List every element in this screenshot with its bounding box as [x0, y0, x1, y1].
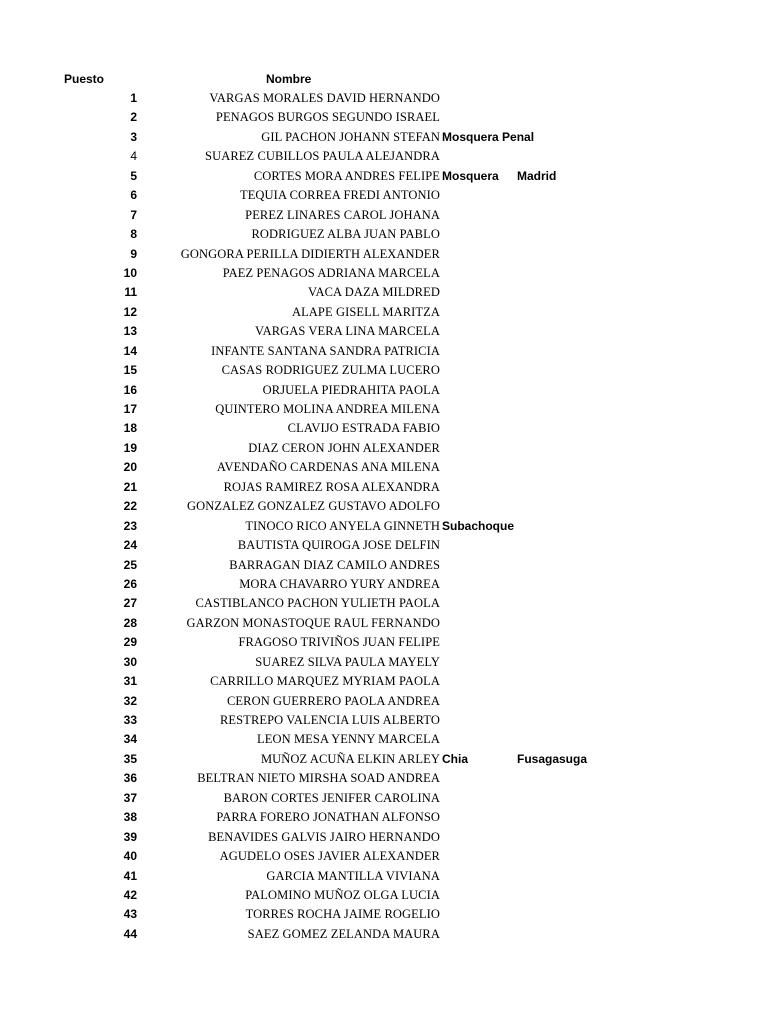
table-row	[0, 89, 768, 108]
nombre-cell: BARON CORTES JENIFER CAROLINA	[223, 790, 440, 805]
puesto-cell: 38	[123, 810, 137, 825]
puesto-cell: 6	[130, 188, 137, 203]
nombre-cell: PARRA FORERO JONATHAN ALFONSO	[216, 810, 440, 825]
table-row	[0, 303, 768, 322]
table-row	[0, 789, 768, 808]
nombre-cell: CERON GUERRERO PAOLA ANDREA	[226, 693, 440, 708]
table-row	[0, 730, 768, 749]
column-header-nombre: Nombre	[266, 72, 312, 86]
nombre-cell: RODRIGUEZ ALBA JUAN PABLO	[251, 227, 440, 242]
table-body	[0, 89, 768, 944]
table-row	[0, 419, 768, 438]
table-row	[0, 478, 768, 497]
puesto-cell: 10	[123, 265, 137, 280]
nombre-cell: CASTIBLANCO PACHON YULIETH PAOLA	[195, 596, 440, 611]
table-row	[0, 517, 768, 536]
puesto-cell: 34	[123, 732, 137, 747]
table-row	[0, 497, 768, 516]
puesto-cell: 2	[130, 110, 137, 125]
puesto-cell: 15	[123, 363, 137, 378]
puesto-cell: 11	[124, 285, 137, 300]
table-row	[0, 167, 768, 186]
table-row	[0, 322, 768, 341]
nombre-cell: SUAREZ CUBILLOS PAULA ALEJANDRA	[205, 149, 440, 164]
puesto-cell: 44	[123, 926, 137, 941]
nombre-cell: TEQUIA CORREA FREDI ANTONIO	[239, 188, 440, 203]
table-row	[0, 886, 768, 905]
nombre-cell: BARRAGAN DIAZ CAMILO ANDRES	[229, 557, 440, 572]
nombre-cell: ALAPE GISELL MARITZA	[291, 304, 440, 319]
nombre-cell: LEON MESA YENNY MARCELA	[257, 732, 440, 747]
nombre-cell: TORRES ROCHA JAIME ROGELIO	[245, 907, 440, 922]
nombre-cell: VARGAS MORALES DAVID HERNANDO	[209, 91, 440, 105]
puesto-cell: 25	[123, 557, 137, 572]
puesto-cell: 26	[123, 576, 137, 591]
nombre-cell: CLAVIJO ESTRADA FABIO	[287, 421, 440, 436]
table-row	[0, 108, 768, 127]
puesto-cell: 21	[123, 479, 137, 494]
table-row	[0, 245, 768, 264]
nombre-cell: FRAGOSO TRIVIÑOS JUAN FELIPE	[238, 635, 440, 650]
table-row	[0, 653, 768, 672]
puesto-cell: 5	[130, 168, 137, 183]
nombre-cell: MUÑOZ ACUÑA ELKIN ARLEY	[260, 751, 440, 766]
nombre-cell: GONZALEZ GONZALEZ GUSTAVO ADOLFO	[187, 499, 440, 514]
table-row	[0, 342, 768, 361]
table-row	[0, 828, 768, 847]
location-cell: Mosquera Penal	[442, 129, 535, 144]
puesto-cell: 8	[130, 227, 137, 242]
puesto-cell: 41	[123, 868, 137, 883]
table-row	[0, 147, 768, 166]
nombre-cell: MORA CHAVARRO YURY ANDREA	[239, 576, 440, 591]
puesto-cell: 18	[123, 421, 137, 436]
puesto-cell: 20	[123, 460, 137, 475]
nombre-cell: QUINTERO MOLINA ANDREA MILENA	[215, 402, 440, 416]
nombre-cell: PALOMINO MUÑOZ OLGA LUCIA	[245, 887, 440, 902]
puesto-cell: 24	[123, 538, 137, 553]
nombre-cell: AVENDAÑO CARDENAS ANA MILENA	[216, 460, 440, 475]
location-cell-2: Madrid	[517, 168, 557, 183]
puesto-cell: 19	[123, 440, 137, 455]
puesto-cell: 1	[130, 91, 137, 105]
puesto-cell: 14	[123, 343, 137, 358]
table-row	[0, 206, 768, 225]
puesto-cell: 32	[123, 693, 137, 708]
nombre-cell: VACA DAZA MILDRED	[307, 285, 440, 300]
table-row	[0, 769, 768, 788]
nombre-cell: SAEZ GOMEZ ZELANDA MAURA	[247, 926, 440, 941]
puesto-cell: 29	[123, 635, 137, 650]
table-row	[0, 439, 768, 458]
nombre-cell: CORTES MORA ANDRES FELIPE	[253, 168, 440, 183]
nombre-cell: TINOCO RICO ANYELA GINNETH	[245, 518, 440, 533]
table-row	[0, 867, 768, 886]
table-row	[0, 750, 768, 769]
table-row	[0, 575, 768, 594]
puesto-cell: 37	[123, 790, 137, 805]
table-row	[0, 381, 768, 400]
nombre-cell: DIAZ CERON JOHN ALEXANDER	[248, 440, 440, 455]
table-row	[0, 594, 768, 613]
table-row	[0, 808, 768, 827]
puesto-cell: 4	[130, 149, 137, 164]
location-cell: Subachoque	[442, 518, 515, 533]
puesto-cell: 3	[130, 129, 137, 144]
column-header-puesto: Puesto	[64, 72, 105, 86]
puesto-cell: 22	[123, 499, 137, 514]
table-row	[0, 361, 768, 380]
table-row	[0, 536, 768, 555]
nombre-cell: INFANTE SANTANA SANDRA PATRICIA	[211, 343, 440, 358]
location-cell: Mosquera	[442, 168, 499, 183]
puesto-cell: 42	[123, 887, 137, 902]
table-row	[0, 283, 768, 302]
nombre-cell: GARCIA MANTILLA VIVIANA	[266, 868, 440, 883]
puesto-cell: 17	[123, 402, 137, 416]
nombre-cell: CARRILLO MARQUEZ MYRIAM PAOLA	[210, 674, 440, 689]
puesto-cell: 12	[123, 304, 137, 319]
puesto-cell: 35	[123, 751, 137, 766]
nombre-cell: PAEZ PENAGOS ADRIANA MARCELA	[222, 265, 440, 280]
table-row	[0, 847, 768, 866]
puesto-cell: 28	[123, 615, 137, 630]
table-row	[0, 711, 768, 730]
table-row	[0, 614, 768, 633]
puesto-cell: 40	[123, 849, 137, 864]
puesto-cell: 9	[130, 246, 137, 261]
nombre-cell: PEREZ LINARES CAROL JOHANA	[245, 207, 440, 222]
nombre-cell: GIL PACHON JOHANN STEFAN	[261, 129, 440, 144]
puesto-cell: 43	[123, 907, 137, 922]
table-row	[0, 400, 768, 419]
nombre-cell: BAUTISTA QUIROGA JOSE DELFIN	[237, 538, 440, 553]
table-row	[0, 556, 768, 575]
nombre-cell: VARGAS VERA LINA MARCELA	[255, 324, 440, 339]
puesto-cell: 30	[123, 654, 137, 669]
location-cell-2: Fusagasuga	[517, 751, 588, 766]
nombre-cell: ORJUELA PIEDRAHITA PAOLA	[262, 382, 440, 397]
table-row	[0, 264, 768, 283]
puesto-cell: 27	[123, 596, 137, 611]
nombre-cell: SUAREZ SILVA PAULA MAYELY	[255, 654, 440, 669]
table-row	[0, 672, 768, 691]
location-cell: Chia	[442, 751, 469, 766]
nombre-cell: GONGORA PERILLA DIDIERTH ALEXANDER	[180, 246, 440, 261]
nombre-cell: BELTRAN NIETO MIRSHA SOAD ANDREA	[197, 771, 440, 786]
table-row	[0, 633, 768, 652]
puesto-cell: 31	[123, 674, 137, 689]
puesto-cell: 39	[123, 829, 137, 844]
nombre-cell: PENAGOS BURGOS SEGUNDO ISRAEL	[215, 110, 440, 125]
table-row	[0, 225, 768, 244]
table-row	[0, 186, 768, 205]
puesto-cell: 7	[130, 207, 137, 222]
puesto-cell: 16	[123, 382, 137, 397]
nombre-cell: AGUDELO OSES JAVIER ALEXANDER	[219, 849, 440, 864]
table-row	[0, 458, 768, 477]
nombre-cell: RESTREPO VALENCIA LUIS ALBERTO	[220, 713, 440, 727]
table-row	[0, 692, 768, 711]
puesto-cell: 36	[123, 771, 137, 786]
puesto-cell: 23	[123, 518, 137, 533]
puesto-cell: 33	[123, 713, 137, 727]
nombre-cell: ROJAS RAMIREZ ROSA ALEXANDRA	[223, 479, 440, 494]
nombre-cell: GARZON MONASTOQUE RAUL FERNANDO	[186, 615, 440, 630]
table-row	[0, 128, 768, 147]
puesto-cell: 13	[123, 324, 137, 339]
table-row	[0, 925, 768, 944]
nombre-cell: BENAVIDES GALVIS JAIRO HERNANDO	[208, 829, 440, 844]
table-row	[0, 905, 768, 924]
nombre-cell: CASAS RODRIGUEZ ZULMA LUCERO	[221, 363, 440, 378]
